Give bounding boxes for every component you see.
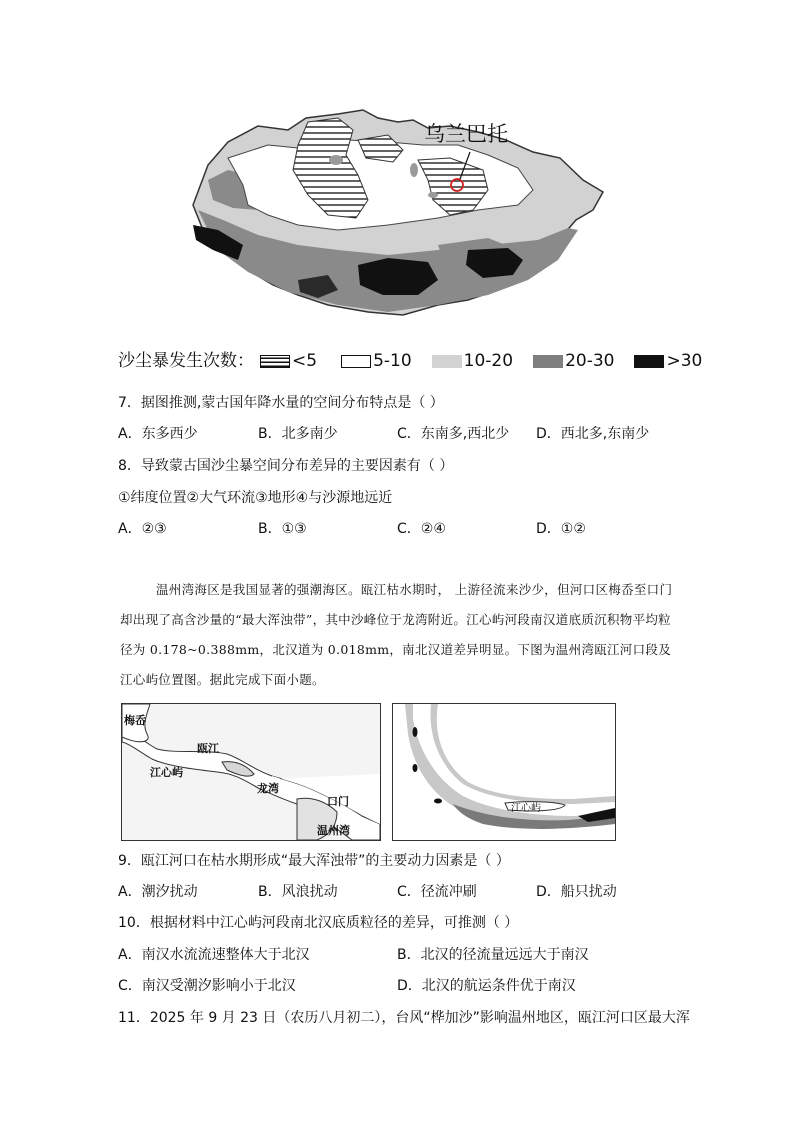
legend-title: 沙尘暴发生次数： [118, 351, 254, 371]
q10-option-d: D．北汉的航运条件优于南汉 [397, 978, 576, 994]
question-9-stem: 9．瓯江河口在枯水期形成“最大浑浊带”的主要动力因素是（ ） [118, 853, 510, 869]
label-jiangxinyu: 江心屿 [150, 766, 183, 779]
question-7-stem: 7．据图推测,蒙古国年降水量的空间分布特点是（ ） [118, 395, 444, 411]
q7-option-c: C．东南多,西北少 [397, 426, 510, 442]
label-meiao: 梅岙 [124, 714, 146, 727]
label-koumen: 口门 [327, 795, 349, 808]
q8-option-d: D．①② [536, 521, 586, 537]
legend-label-2: 5-10 [373, 351, 412, 371]
label-longwan: 龙湾 [257, 782, 279, 795]
q9-option-c: C．径流冲刷 [397, 884, 477, 900]
q10-option-b: B．北汉的径流量远远大于南汉 [397, 947, 589, 963]
question-8-factors: ①纬度位置②大气环流③地形④与沙源地远近 [118, 490, 393, 506]
mongolia-map-graphic [188, 100, 608, 345]
q7-option-d: D．西北多,东南少 [536, 426, 650, 442]
question-8-stem: 8．导致蒙古国沙尘暴空间分布差异的主要因素有（ ） [118, 458, 454, 474]
question-11-stem: 11．2025 年 9 月 23 日（农历八月初二），台风“桦加沙”影响温州地区，瓯江河口区最大浑 [118, 1010, 690, 1026]
legend-swatch-hatch [260, 355, 290, 368]
legend-swatch-white [341, 355, 371, 368]
q7-option-b: B．北多南少 [258, 426, 338, 442]
legend-label-1: <5 [292, 351, 318, 371]
material-paragraph: 温州湾海区是我国显著的强潮海区。瓯江枯水期时， 上游径流来沙少，但河口区梅岙至口门却出现了高含沙量的“最大浑浊带”，其中沙峰位于龙湾附近。江心屿河段南汉道底质沉积物平均粒径为 0.178~0.388mm，北汉道为 0.018mm，南北汉道差异明显。下图为温州湾瓯江河口段及江心屿位置图。据此完成下面小题。 [120, 582, 673, 687]
legend-label-3: 10-20 [463, 351, 514, 371]
legend-label-4: 20-30 [565, 351, 615, 371]
jiangxinyu-channel-map [392, 703, 616, 841]
legend-label-5: >30 [666, 351, 703, 371]
question-10-stem: 10．根据材料中江心屿河段南北汉底质粒径的差异，可推测（ ） [118, 915, 519, 931]
legend-swatch-black [634, 355, 664, 368]
q9-option-b: B．风浪扰动 [258, 884, 338, 900]
legend-swatch-mid-gray [533, 355, 563, 368]
estuary-location-map [121, 703, 381, 841]
q10-option-c: C．南汉受潮汐影响小于北汉 [118, 978, 296, 994]
q10-option-a: A．南汉水流流速整体大于北汉 [118, 947, 310, 963]
map-legend [118, 350, 702, 372]
label-oujiang: 瓯江 [197, 742, 219, 755]
q9-option-a: A．潮汐扰动 [118, 884, 198, 900]
q8-option-a: A．②③ [118, 521, 167, 537]
island-map-graphic [393, 704, 615, 840]
q9-option-d: D．船只扰动 [536, 884, 617, 900]
mongolia-sandstorm-map [188, 100, 608, 345]
label-wenzhouwan: 温州湾 [317, 824, 350, 837]
q7-option-a: A．东多西少 [118, 426, 198, 442]
island-label-jiangxinyu: 江心屿 [511, 803, 541, 814]
legend-swatch-light-gray [432, 355, 462, 368]
q8-option-b: B．①③ [258, 521, 307, 537]
q8-option-c: C．②④ [397, 521, 446, 537]
city-label-ulaanbaatar: 乌兰巴托 [424, 122, 508, 146]
